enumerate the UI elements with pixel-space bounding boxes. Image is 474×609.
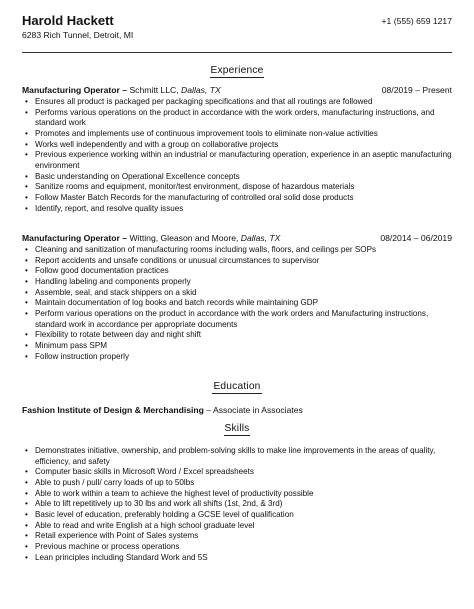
candidate-name: Harold Hackett (22, 13, 114, 28)
job-dates: 08/2014 – 06/2019 (380, 233, 452, 243)
job-entry (22, 85, 452, 214)
job-title: Manufacturing Operator (22, 233, 120, 243)
job-location: Dallas, TX (240, 233, 281, 243)
list-item: • Identify, report, and resolve quality issues (35, 204, 452, 215)
job-location: Dallas, TX (181, 85, 221, 95)
list-item: • Follow instruction properly (35, 352, 452, 363)
education-heading (0, 381, 474, 393)
list-item: • Handling labeling and components properly (35, 277, 452, 288)
list-item: • Ensures all product is packaged per packaging specifications and that all routings are followed (35, 97, 452, 108)
job-dates: 08/2019 – Present (381, 85, 452, 95)
job-title: Manufacturing Operator (22, 85, 120, 95)
experience-heading (0, 65, 474, 77)
company-separator: , (176, 85, 182, 95)
list-item: • Flexibility to rotate between day and night shift (35, 330, 452, 341)
resume-header (22, 13, 452, 40)
experience-heading-text: Experience (210, 65, 264, 76)
list-item: • Able to read and write English at a high school graduate level (35, 521, 452, 532)
company-name: Schmitt LLC (129, 85, 177, 95)
company-name: Witting, Gleason and Moore (129, 233, 236, 243)
list-item: • Demonstrates initiative, ownership, and problem-solving skills to make line improvements in the areas of quality, efficiency, and safety (35, 446, 452, 467)
degree: Associate in Associates (213, 405, 303, 415)
list-item: • Basic level of education, preferably holding a GCSE level of qualification (35, 510, 452, 521)
education-entry (22, 405, 452, 416)
list-item: • Maintain documentation of log books and batch records while maintaining GDP (35, 298, 452, 309)
list-item: • Perform various operations on the product in accordance with the work orders and Manufacturing instructions, standard work in accordance per appropriate documents (35, 309, 452, 330)
skills-heading-text: Skills (224, 423, 250, 434)
job-header (22, 85, 452, 96)
list-item: • Works well independently and with a group on collaborative projects (35, 140, 452, 151)
list-item: • Follow Master Batch Records for the manufacturing of controlled oral solid dose products (35, 193, 452, 204)
job-dash: – (119, 85, 130, 95)
list-item: • Performs various operations on the product in accordance with the work orders, manufacturing instructions, and standard work (35, 108, 452, 129)
job-bullets (22, 97, 452, 214)
list-item: • Report accidents and unsafe conditions or unusual circumstances to supervisor (35, 256, 452, 267)
header-divider (22, 52, 452, 53)
phone-number: +1 (555) 659 1217 (381, 16, 452, 26)
job-entry (22, 233, 452, 362)
list-item: • Previous experience working within an industrial or manufacturing operation, experience in an aseptic manufacturing environment (35, 150, 452, 171)
list-item: • Basic understanding on Operational Excellence concepts (35, 172, 452, 183)
education-heading-text: Education (213, 381, 261, 392)
skills-heading (0, 423, 474, 435)
company-separator: , (235, 233, 241, 243)
list-item: • Follow good documentation practices (35, 266, 452, 277)
list-item: • Computer basic skills in Microsoft Word / Excel spreadsheets (35, 467, 452, 478)
school-name: Fashion Institute of Design & Merchandising (22, 405, 204, 415)
job-bullets (22, 245, 452, 362)
address: 6283 Rich Tunnel, Detroit, MI (22, 30, 134, 40)
list-item: • Able to lift repetitively up to 30 lbs and work all shifts (1st, 2nd, & 3rd) (35, 499, 452, 510)
list-item: • Cleaning and sanitization of manufacturing rooms including walls, floors, and ceilings per SOPs (35, 245, 452, 256)
skills-list (22, 446, 452, 563)
job-dash: – (119, 233, 130, 243)
education-separator: – (203, 405, 214, 415)
skills-bullets (22, 446, 452, 563)
list-item: • Promotes and implements use of continuous improvement tools to eliminate non-value activities (35, 129, 452, 140)
list-item: • Minimum pass SPM (35, 341, 452, 352)
list-item: • Assemble, seal, and stack shippers on a skid (35, 288, 452, 299)
list-item: • Lean principles including Standard Work and 5S (35, 553, 452, 564)
job-header (22, 233, 452, 244)
list-item: • Retail experience with Point of Sales systems (35, 531, 452, 542)
list-item: • Able to push / pull/ carry loads of up to 50lbs (35, 478, 452, 489)
list-item: • Able to work within a team to achieve the highest level of productivity possible (35, 489, 452, 500)
list-item: • Previous machine or process operations (35, 542, 452, 553)
list-item: • Sanitize rooms and equipment, monitor/test environment, dispose of hazardous materials (35, 182, 452, 193)
